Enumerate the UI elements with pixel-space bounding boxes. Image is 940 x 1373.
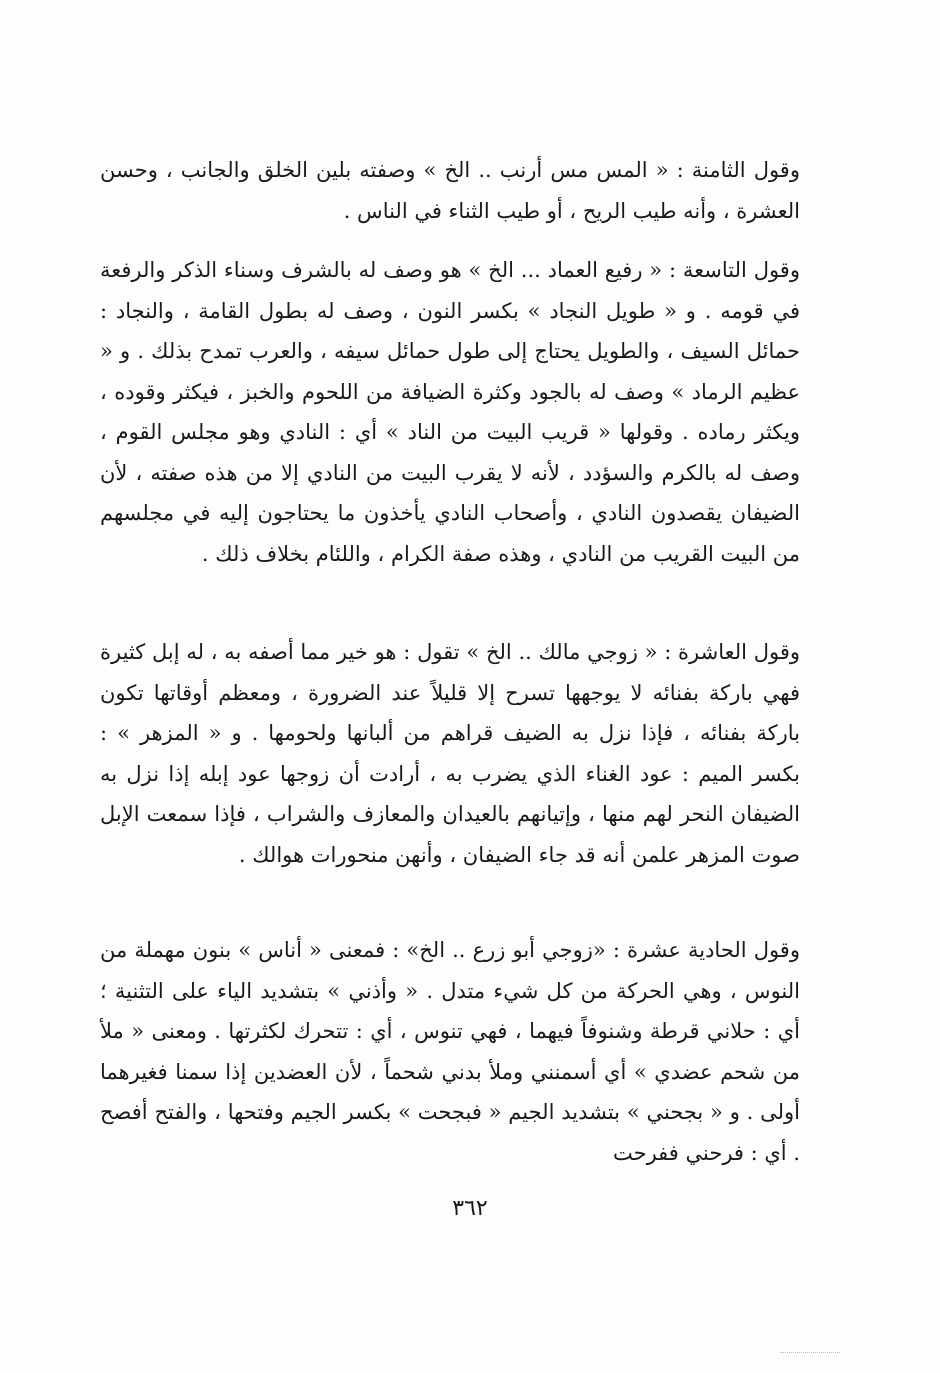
paragraph-eighth: وقول الثامنة : « المس مس أرنب .. الخ » وصفته بلين الخلق والجانب ، وحسن العشرة ، وأنه طيب الريح ، أو طيب الثناء في الناس .: [100, 158, 800, 223]
paragraph-ninth: وقول التاسعة : « رفيع العماد ... الخ » هو وصف له بالشرف وسناء الذكر والرفعة في قومه . و « طويل النجاد » بكسر النون ، وصف له بطول القامة ، والنجاد : حمائل السيف ، والطويل يحتاج إلى طول حمائل سيفه ، والعرب تمدح بذلك . و « عظيم الرماد » وصف له بالجود وكثرة الضيافة من اللحوم والخبز ، فيكثر وقوده ، ويكثر رماده . وقولها « قريب البيت من الناد » أي : النادي وهو مجلس القوم ، وصف له بالكرم والسؤدد ، لأنه لا يقرب البيت من النادي إلا من هذه صفته ، لأن الضيفان يقصدون النادي ، وأصحاب النادي يأخذون ما يحتاجون إليه في مجلسهم من البيت القريب من النادي ، وهذه صفة الكرام ، واللئام بخلاف ذلك .: [100, 258, 800, 566]
paragraph-eleventh: وقول الحادية عشرة : «زوجي أبو زرع .. الخ» : فمعنى « أناس » بنون مهملة من النوس ، وهي الحركة من كل شيء متدل . « وأذني » بتشديد الياء على التثنية ؛ أي : حلاني قرطة وشنوفاً فيهما ، فهي تنوس ، أي : تتحرك لكثرتها . ومعنى « ملأ من شحم عضدي » أي أسمنني وملأ بدني شحماً ، لأن العضدين إذا سمنا فغيرهما أولى . و « بجحني » بتشديد الجيم « فبجحت » بكسر الجيم وفتحها ، والفتح أفصح . أي : فرحني ففرحت: [100, 938, 800, 1165]
page-number: ٣٦٢: [452, 1196, 488, 1221]
scan-artifact: [780, 1352, 840, 1354]
paragraph-tenth: وقول العاشرة : « زوجي مالك .. الخ » تقول : هو خير مما أصفه به ، له إبل كثيرة فهي باركة بفنائه لا يوجهها تسرح إلا قليلاً عند الضرورة ، ومعظم أوقاتها تكون باركة بفنائه ، فإذا نزل به الضيف قراهم من ألبانها ولحومها . و « المزهر » : بكسر الميم : عود الغناء الذي يضرب به ، أرادت أن زوجها عود إبله إذا نزل به الضيفان النحر لهم منها ، وإتيانهم بالعيدان والمعازف والشراب ، فإذا سمعت الإبل صوت المزهر علمن أنه قد جاء الضيفان ، وأنهن منحورات هوالك .: [100, 640, 800, 867]
